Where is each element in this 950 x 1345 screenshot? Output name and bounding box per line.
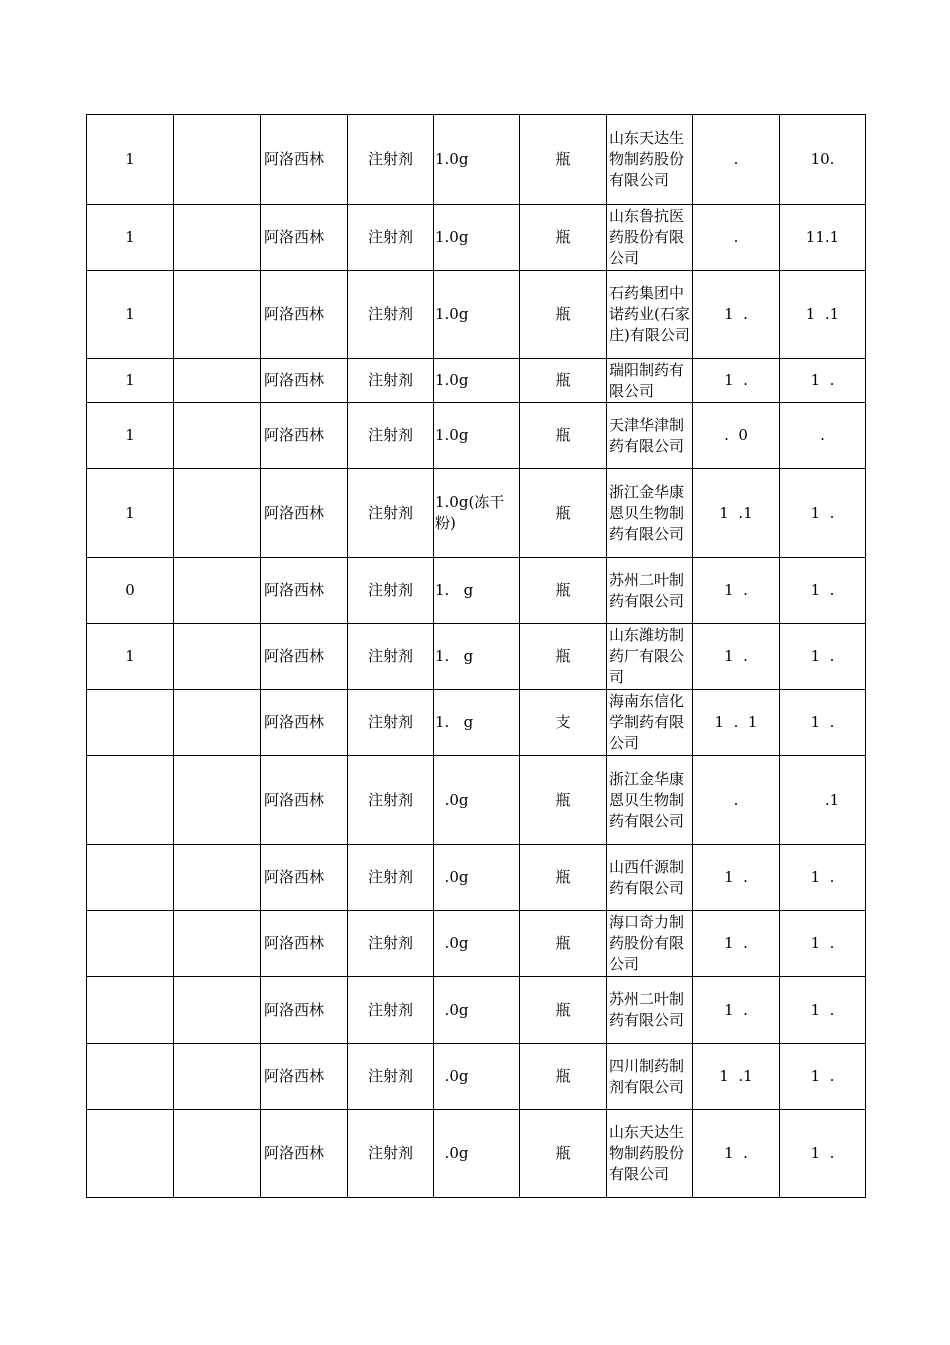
manufacturer-cell: 山东天达生物制药股份有限公司 (607, 1110, 693, 1198)
specification-cell: .0g (434, 756, 520, 845)
manufacturer-cell: 山东鲁抗医药股份有限公司 (607, 205, 693, 271)
manufacturer-cell: 海南东信化学制药有限公司 (607, 690, 693, 756)
specification-cell: 1.0g (434, 271, 520, 359)
table-row (87, 271, 866, 359)
retail-price-cell: 11.1 (780, 205, 866, 271)
table-row (87, 1110, 866, 1198)
price-cell: . (693, 756, 780, 845)
drug-name-cell: 阿洛西林 (261, 403, 348, 469)
drug-name-cell: 阿洛西林 (261, 469, 348, 558)
dosage-form-cell: 注射剂 (348, 271, 434, 359)
row-number-cell (87, 1110, 174, 1198)
code-cell (174, 977, 261, 1044)
table-row (87, 977, 866, 1044)
manufacturer-cell: 天津华津制药有限公司 (607, 403, 693, 469)
table-row (87, 1044, 866, 1110)
manufacturer-cell: 石药集团中诺药业(石家庄)有限公司 (607, 271, 693, 359)
row-number-cell (87, 690, 174, 756)
specification-cell: .0g (434, 1110, 520, 1198)
table-row (87, 403, 866, 469)
code-cell (174, 1110, 261, 1198)
row-number-cell: 1 (87, 115, 174, 205)
code-cell (174, 558, 261, 624)
retail-price-cell: 1 . (780, 1044, 866, 1110)
price-cell: 1 . (693, 558, 780, 624)
table-row (87, 558, 866, 624)
drug-name-cell: 阿洛西林 (261, 271, 348, 359)
unit-cell: 瓶 (520, 271, 607, 359)
drug-name-cell: 阿洛西林 (261, 756, 348, 845)
drug-name-cell: 阿洛西林 (261, 205, 348, 271)
retail-price-cell: 1 . (780, 1110, 866, 1198)
row-number-cell (87, 911, 174, 977)
price-cell: 1 . (693, 271, 780, 359)
price-cell: 1 . 1 (693, 690, 780, 756)
retail-price-cell: .1 (780, 756, 866, 845)
manufacturer-cell: 苏州二叶制药有限公司 (607, 558, 693, 624)
specification-cell: .0g (434, 977, 520, 1044)
unit-cell: 瓶 (520, 558, 607, 624)
table-row (87, 205, 866, 271)
manufacturer-cell: 海口奇力制药股份有限公司 (607, 911, 693, 977)
retail-price-cell: 1 . (780, 558, 866, 624)
code-cell (174, 115, 261, 205)
retail-price-cell: 1 . (780, 845, 866, 911)
manufacturer-cell: 浙江金华康恩贝生物制药有限公司 (607, 469, 693, 558)
drug-name-cell: 阿洛西林 (261, 1110, 348, 1198)
specification-cell: 1.0g (434, 359, 520, 403)
drug-name-cell: 阿洛西林 (261, 558, 348, 624)
price-cell: 1 . (693, 845, 780, 911)
code-cell (174, 756, 261, 845)
retail-price-cell: 1 . (780, 690, 866, 756)
drug-price-table (86, 114, 866, 1198)
dosage-form-cell: 注射剂 (348, 469, 434, 558)
specification-cell: 1. g (434, 558, 520, 624)
specification-cell: 1.0g (434, 205, 520, 271)
row-number-cell: 1 (87, 403, 174, 469)
dosage-form-cell: 注射剂 (348, 624, 434, 690)
retail-price-cell: 1 .1 (780, 271, 866, 359)
price-cell: 1 . (693, 977, 780, 1044)
price-cell: . (693, 115, 780, 205)
unit-cell: 瓶 (520, 977, 607, 1044)
dosage-form-cell: 注射剂 (348, 756, 434, 845)
unit-cell: 瓶 (520, 845, 607, 911)
row-number-cell: 1 (87, 359, 174, 403)
specification-cell: 1.0g (434, 115, 520, 205)
specification-cell: 1.0g (434, 403, 520, 469)
code-cell (174, 469, 261, 558)
row-number-cell (87, 845, 174, 911)
code-cell (174, 624, 261, 690)
unit-cell: 瓶 (520, 115, 607, 205)
unit-cell: 瓶 (520, 756, 607, 845)
drug-name-cell: 阿洛西林 (261, 977, 348, 1044)
retail-price-cell: 1 . (780, 977, 866, 1044)
table-row (87, 845, 866, 911)
unit-cell: 瓶 (520, 911, 607, 977)
code-cell (174, 911, 261, 977)
dosage-form-cell: 注射剂 (348, 977, 434, 1044)
dosage-form-cell: 注射剂 (348, 1110, 434, 1198)
row-number-cell: 1 (87, 469, 174, 558)
retail-price-cell: 1 . (780, 624, 866, 690)
manufacturer-cell: 山东潍坊制药厂有限公司 (607, 624, 693, 690)
drug-name-cell: 阿洛西林 (261, 845, 348, 911)
manufacturer-cell: 四川制药制剂有限公司 (607, 1044, 693, 1110)
specification-cell: 1.0g(冻干粉) (434, 469, 520, 558)
dosage-form-cell: 注射剂 (348, 115, 434, 205)
table-row (87, 115, 866, 205)
retail-price-cell: 1 . (780, 911, 866, 977)
unit-cell: 瓶 (520, 624, 607, 690)
unit-cell: 瓶 (520, 1044, 607, 1110)
table-row (87, 911, 866, 977)
row-number-cell: 0 (87, 558, 174, 624)
unit-cell: 瓶 (520, 403, 607, 469)
dosage-form-cell: 注射剂 (348, 205, 434, 271)
unit-cell: 瓶 (520, 359, 607, 403)
manufacturer-cell: 浙江金华康恩贝生物制药有限公司 (607, 756, 693, 845)
retail-price-cell: 1 . (780, 469, 866, 558)
price-cell: 1 . (693, 359, 780, 403)
price-cell: 1 . (693, 624, 780, 690)
dosage-form-cell: 注射剂 (348, 359, 434, 403)
row-number-cell: 1 (87, 624, 174, 690)
table-row (87, 359, 866, 403)
table-row (87, 690, 866, 756)
manufacturer-cell: 山西仟源制药有限公司 (607, 845, 693, 911)
drug-name-cell: 阿洛西林 (261, 690, 348, 756)
specification-cell: .0g (434, 845, 520, 911)
retail-price-cell: . (780, 403, 866, 469)
code-cell (174, 205, 261, 271)
manufacturer-cell: 瑞阳制药有限公司 (607, 359, 693, 403)
row-number-cell: 1 (87, 271, 174, 359)
drug-name-cell: 阿洛西林 (261, 624, 348, 690)
table-row (87, 624, 866, 690)
retail-price-cell: 10. (780, 115, 866, 205)
code-cell (174, 403, 261, 469)
table-row (87, 469, 866, 558)
table-row (87, 756, 866, 845)
manufacturer-cell: 苏州二叶制药有限公司 (607, 977, 693, 1044)
code-cell (174, 271, 261, 359)
drug-name-cell: 阿洛西林 (261, 359, 348, 403)
price-cell: 1 . (693, 1110, 780, 1198)
drug-name-cell: 阿洛西林 (261, 1044, 348, 1110)
specification-cell: .0g (434, 1044, 520, 1110)
unit-cell: 支 (520, 690, 607, 756)
row-number-cell (87, 756, 174, 845)
row-number-cell (87, 977, 174, 1044)
dosage-form-cell: 注射剂 (348, 403, 434, 469)
dosage-form-cell: 注射剂 (348, 911, 434, 977)
dosage-form-cell: 注射剂 (348, 690, 434, 756)
specification-cell: .0g (434, 911, 520, 977)
dosage-form-cell: 注射剂 (348, 558, 434, 624)
unit-cell: 瓶 (520, 1110, 607, 1198)
price-cell: 1 .1 (693, 1044, 780, 1110)
drug-name-cell: 阿洛西林 (261, 115, 348, 205)
row-number-cell: 1 (87, 205, 174, 271)
price-cell: 1 . (693, 911, 780, 977)
table-body (87, 115, 866, 1198)
dosage-form-cell: 注射剂 (348, 845, 434, 911)
unit-cell: 瓶 (520, 205, 607, 271)
unit-cell: 瓶 (520, 469, 607, 558)
code-cell (174, 845, 261, 911)
price-cell: . 0 (693, 403, 780, 469)
specification-cell: 1. g (434, 690, 520, 756)
dosage-form-cell: 注射剂 (348, 1044, 434, 1110)
code-cell (174, 690, 261, 756)
row-number-cell (87, 1044, 174, 1110)
specification-cell: 1. g (434, 624, 520, 690)
code-cell (174, 359, 261, 403)
manufacturer-cell: 山东天达生物制药股份有限公司 (607, 115, 693, 205)
price-cell: . (693, 205, 780, 271)
retail-price-cell: 1 . (780, 359, 866, 403)
code-cell (174, 1044, 261, 1110)
price-cell: 1 .1 (693, 469, 780, 558)
drug-name-cell: 阿洛西林 (261, 911, 348, 977)
